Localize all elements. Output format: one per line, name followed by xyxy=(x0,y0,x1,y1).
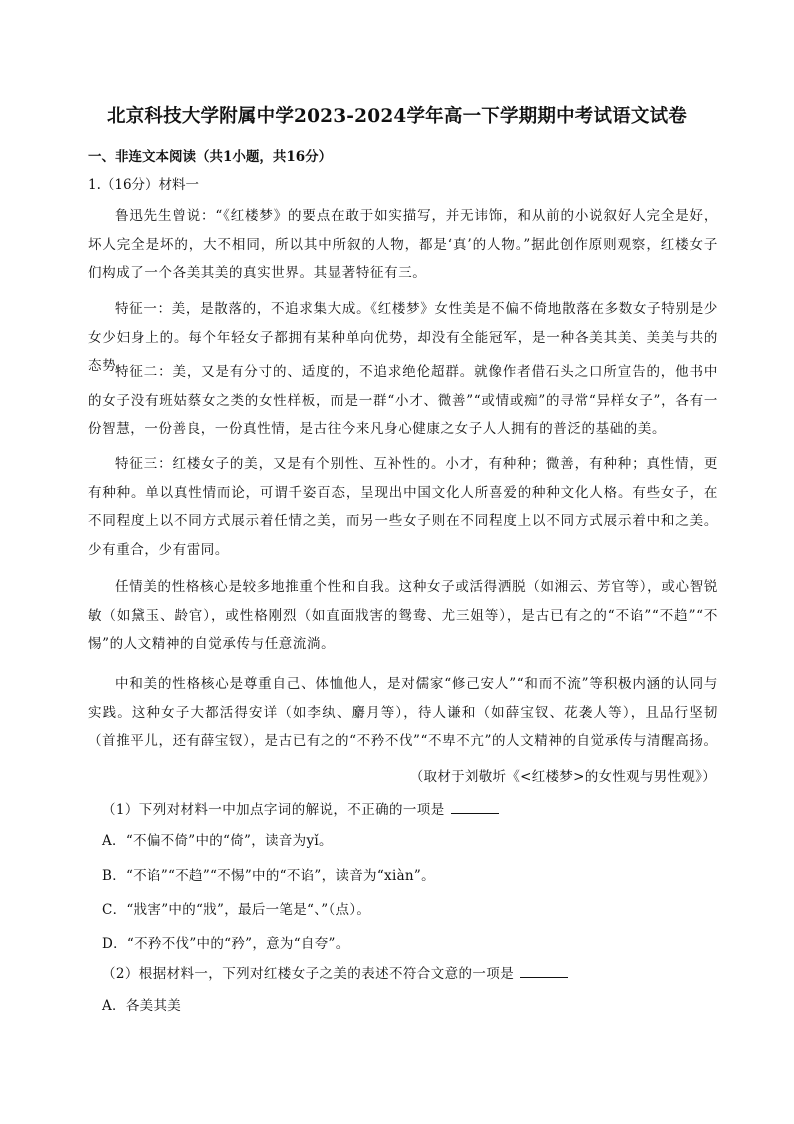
paragraph-2: 特征一：美，是散落的，不追求集大成。《红楼梦》女性美是不偏不倚地散落在多数女子特别是少女少妇身上的。每个年轻女子都拥有某种单向优势，却没有全能冠军，是一种各美其美、美美与共的态势。 xyxy=(88,301,718,374)
source-citation: （取材于刘敬圻《<红楼梦>的女性观与男性观》） xyxy=(409,769,716,785)
section-heading: 一、非连文本阅读（共1小题，共16分） xyxy=(88,149,333,165)
subquestion-1-option-d: D．“不矜不伐”中的“矜”，意为“自夸”。 xyxy=(102,936,350,952)
subquestion-1-option-c: C．“戕害”中的“戕”，最后一笔是“、”（点）。 xyxy=(102,902,371,918)
subquestion-1-stem: （1）下列对材料一中加点字词的解说，不正确的一项是 xyxy=(102,802,445,818)
answer-blank-1[interactable] xyxy=(451,800,499,814)
page-title: 北京科技大学附属中学2023-2024学年高一下学期期中考试语文试卷 xyxy=(107,106,687,127)
paragraph-3: 特征二：美，又是有分寸的、适度的，不追求绝伦超群。就像作者借石头之口所宣告的，他书中的女子没有班姑蔡女之类的女性样板，而是一群“小才、微善”“或情或痴”的寻常“异样女子”，各有一份智慧，一份善良，一份真性情，是古往今来凡身心健康之女子人人拥有的普泛的基础的美。 xyxy=(88,364,718,437)
paragraph-6: 中和美的性格核心是尊重自己、体恤他人，是对儒家“修己安人”“和而不流”等积极内涵的认同与实践。这种女子大都活得安详（如李纨、麝月等），待人谦和（如薛宝钗、花袭人等），且品行坚韧（首推平儿，还有薛宝钗），是古已有之的“不矜不伐”“不卑不亢”的人文精神的自觉承传与清醒高扬。 xyxy=(88,676,718,749)
subquestion-1 xyxy=(102,798,499,818)
paragraph-1: 鲁迅先生曾说：“《红楼梦》的要点在敢于如实描写，并无讳饰，和从前的小说叙好人完全是好，坏人完全是坏的，大不相同，所以其中所叙的人物，都是‘真’的人物。”据此创作原则观察，红楼女子们构成了一个各美其美的真实世界。其显著特征有三。 xyxy=(88,208,718,281)
subquestion-2-stem: （2）根据材料一，下列对红楼女子之美的表述不符合文意的一项是 xyxy=(102,966,515,982)
subquestion-1-option-b: B．“不谄”“不趋”“不惕”中的“不谄”，读音为“xiàn”。 xyxy=(102,868,435,884)
paragraph-5: 任情美的性格核心是较多地推重个性和自我。这种女子或活得洒脱（如湘云、芳官等），或心智锐敏（如黛玉、龄官），或性格刚烈（如直面戕害的鸳鸯、尤三姐等），是古已有之的“不谄”“不趋”“不惕”的人文精神的自觉承传与任意流淌。 xyxy=(88,579,718,652)
subquestion-2-option-a: A．各美其美 xyxy=(102,998,182,1014)
paragraph-4: 特征三：红楼女子的美，又是有个别性、互补性的。小才，有种种；微善，有种种；真性情，更有种种。单以真性情而论，可谓千姿百态，呈现出中国文化人所喜爱的种种文化人格。有些女子，在不同程度上以不同方式展示着任情之美，而另一些女子则在不同程度上以不同方式展示着中和之美。少有重合，少有雷同。 xyxy=(88,456,718,558)
question-header: 1.（16分）材料一 xyxy=(88,177,200,193)
answer-blank-2[interactable] xyxy=(520,964,568,978)
subquestion-1-option-a: A．“不偏不倚”中的“倚”，读音为yǐ。 xyxy=(102,833,333,849)
subquestion-2 xyxy=(102,962,568,982)
